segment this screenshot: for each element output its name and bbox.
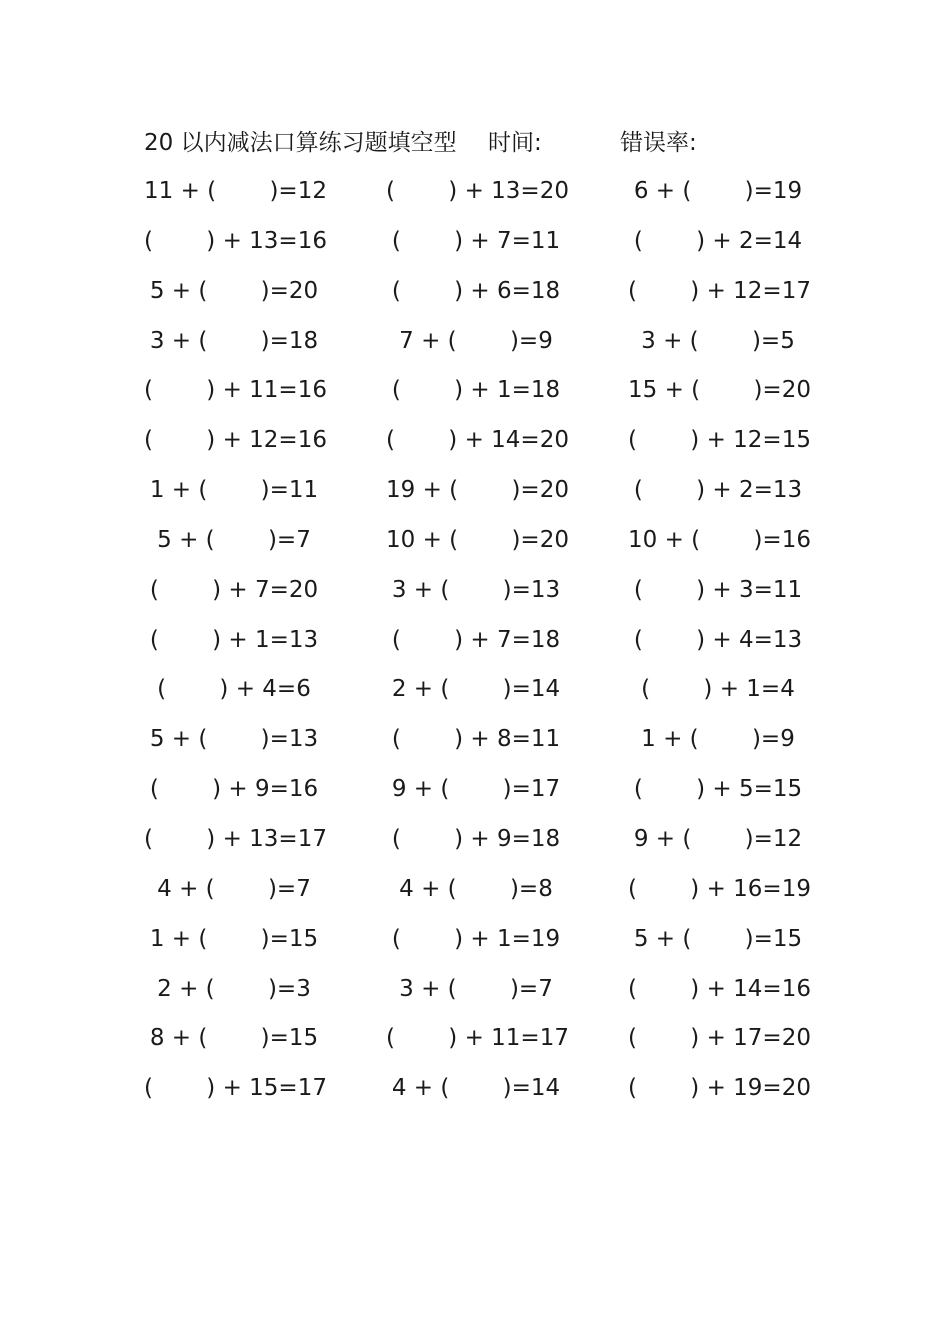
problem-item: 19 + ( )=20 — [386, 477, 569, 504]
problem-item: 5 + ( )=20 — [149, 277, 319, 304]
problem-row — [144, 972, 811, 1022]
problem-item: ( ) + 1=18 — [391, 377, 561, 404]
problem-item: 5 + ( )=7 — [157, 526, 311, 553]
problem-item: ( ) + 11=17 — [386, 1025, 569, 1052]
problem-item: 1 + ( )=15 — [149, 925, 319, 952]
problem-row — [144, 573, 804, 623]
problem-row — [144, 822, 804, 872]
problem-item: ( ) + 12=16 — [144, 427, 327, 454]
problem-item: ( ) + 11=16 — [144, 377, 327, 404]
problem-row — [144, 672, 804, 722]
problem-row — [144, 274, 811, 324]
problem-item: 3 + ( )=13 — [391, 576, 561, 603]
problem-row — [144, 1021, 811, 1071]
problem-row — [144, 922, 804, 972]
problem-item: 2 + ( )=14 — [391, 676, 561, 703]
problem-item: ( ) + 2=13 — [633, 477, 803, 504]
problem-item: ( ) + 7=18 — [391, 626, 561, 653]
problem-item: 1 + ( )=9 — [641, 726, 795, 753]
problem-item: ( ) + 12=15 — [628, 427, 811, 454]
problem-item: ( ) + 19=20 — [628, 1075, 811, 1102]
problem-row — [144, 722, 804, 772]
problem-item: 11 + ( )=12 — [144, 178, 327, 204]
problem-row — [144, 423, 811, 473]
problem-item: ( ) + 15=17 — [144, 1075, 327, 1102]
problem-item: ( ) + 13=16 — [144, 227, 327, 254]
problem-item: 3 + ( )=7 — [399, 975, 553, 1002]
error-rate-label: 错误率: — [620, 130, 697, 156]
problem-item: ( ) + 6=18 — [391, 277, 561, 304]
problem-row — [144, 772, 804, 822]
problem-item: ( ) + 3=11 — [633, 576, 803, 603]
problem-item: 4 + ( )=14 — [391, 1075, 561, 1102]
problem-item: 9 + ( )=17 — [391, 776, 561, 803]
problem-item: ( ) + 13=20 — [386, 178, 569, 204]
problem-item: 6 + ( )=19 — [633, 178, 803, 204]
problem-row — [144, 324, 804, 374]
problem-row — [144, 623, 804, 673]
problem-item: ( ) + 5=15 — [633, 776, 803, 803]
problem-item: 1 + ( )=11 — [149, 477, 319, 504]
problem-item: ( ) + 9=18 — [391, 825, 561, 852]
problem-row — [144, 872, 811, 922]
worksheet-header — [144, 126, 844, 160]
problem-item: ( ) + 14=16 — [628, 975, 811, 1002]
problem-item: ( ) + 13=17 — [144, 825, 327, 852]
problem-item: ( ) + 7=20 — [149, 576, 319, 603]
problem-item: 2 + ( )=3 — [157, 975, 311, 1002]
problem-grid — [144, 174, 811, 1121]
worksheet-title: 20 以内减法口算练习题填空型 — [144, 130, 457, 156]
problem-row — [144, 174, 804, 224]
problem-item: ( ) + 2=14 — [633, 227, 803, 254]
problem-item: ( ) + 4=13 — [633, 626, 803, 653]
problem-row — [144, 473, 804, 523]
problem-item: 5 + ( )=15 — [633, 925, 803, 952]
problem-item: 3 + ( )=18 — [149, 327, 319, 354]
problem-item: ( ) + 14=20 — [386, 427, 569, 454]
problem-item: ( ) + 8=11 — [391, 726, 561, 753]
problem-item: ( ) + 9=16 — [149, 776, 319, 803]
problem-item: ( ) + 12=17 — [628, 277, 811, 304]
problem-item: 15 + ( )=20 — [628, 377, 811, 404]
problem-item: ( ) + 1=13 — [149, 626, 319, 653]
time-label: 时间: — [488, 130, 542, 156]
problem-item: 4 + ( )=7 — [157, 875, 311, 902]
problem-item: ( ) + 17=20 — [628, 1025, 811, 1052]
problem-row — [144, 373, 811, 423]
problem-item: ( ) + 1=19 — [391, 925, 561, 952]
problem-item: ( ) + 7=11 — [391, 227, 561, 254]
problem-row — [144, 523, 811, 573]
problem-row — [144, 1071, 811, 1121]
problem-item: ( ) + 4=6 — [157, 676, 311, 703]
problem-item: 7 + ( )=9 — [399, 327, 553, 354]
problem-item: 3 + ( )=5 — [641, 327, 795, 354]
problem-item: 10 + ( )=20 — [386, 526, 569, 553]
problem-item: ( ) + 1=4 — [641, 676, 795, 703]
problem-item: 4 + ( )=8 — [399, 875, 553, 902]
problem-item: 5 + ( )=13 — [149, 726, 319, 753]
problem-item: 10 + ( )=16 — [628, 526, 811, 553]
problem-row — [144, 224, 804, 274]
problem-item: ( ) + 16=19 — [628, 875, 811, 902]
problem-item: 8 + ( )=15 — [149, 1025, 319, 1052]
problem-item: 9 + ( )=12 — [633, 825, 803, 852]
